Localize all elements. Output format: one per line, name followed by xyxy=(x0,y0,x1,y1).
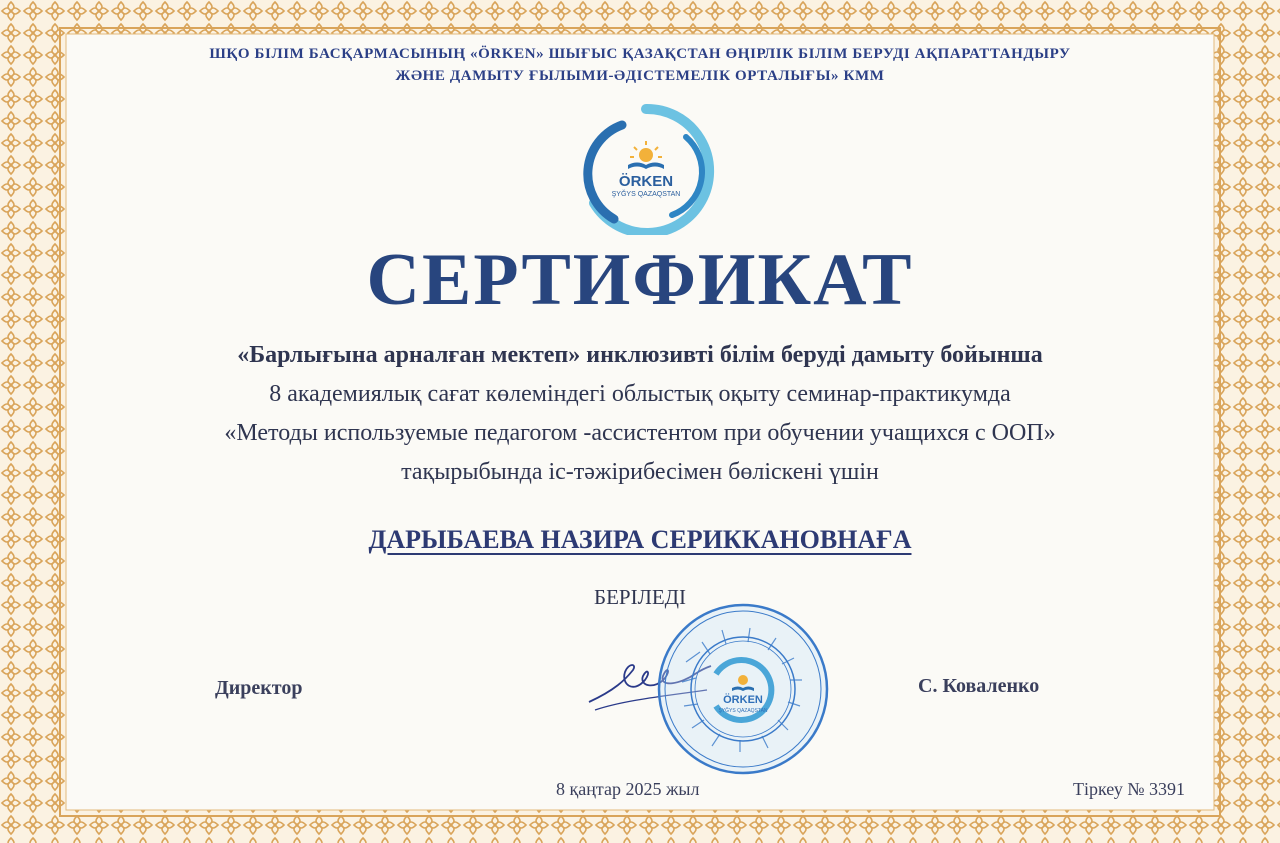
stamp-logo-subtitle: ŞYĞYS QAZAQSTAN xyxy=(718,708,768,714)
body-line-3: «Методы используемые педагогом -ассистентом при обучении учащихся с ООП» xyxy=(224,420,1056,446)
issuer-line-1: ШҚО БІЛІМ БАСҚАРМАСЫНЫҢ «ÖRKEN» ШЫҒЫС ҚАЗАҚСТАН ӨҢІРЛІК БІЛІМ БЕРУДІ АҚПАРАТТАНДЫРУ xyxy=(209,46,1071,62)
stamp-circle xyxy=(656,602,830,776)
director-name: С. Коваленко xyxy=(918,675,1040,697)
logo-name: ÖRKEN xyxy=(618,173,674,190)
issuer-line-2: ЖӘНЕ ДАМЫТУ ҒЫЛЫМИ-ӘДІСТЕМЕЛІК ОРТАЛЫҒЫ» КММ xyxy=(395,68,885,84)
registration-number: Тіркеу № 3391 xyxy=(1073,779,1186,799)
awarded-label: БЕРІЛЕДІ xyxy=(594,585,686,609)
stamp-logo-name: ÖRKEN xyxy=(723,694,763,706)
logo-subtitle: ŞYĞYS QAZAQSTAN xyxy=(611,191,681,198)
body-line-2: 8 академиялық сағат көлеміндегі облыстық оқыту семинар-практикумда xyxy=(269,381,1011,407)
body-line-4: тақырыбында іс-тәжірибесімен бөліскені үшін xyxy=(401,459,879,485)
recipient-name-text: ДАРЫБАЕВА НАЗИРА СЕРИККАНОВНАҒА xyxy=(368,525,912,554)
certificate-title: СЕРТИФИКАТ xyxy=(366,239,914,321)
body-line-1: «Барлығына арналған мектеп» инклюзивті білім беруді дамыту бойынша xyxy=(237,342,1043,368)
issue-date: 8 қаңтар 2025 жыл xyxy=(556,779,700,799)
recipient-name xyxy=(0,525,1280,555)
director-label: Директор xyxy=(215,677,303,699)
orken-logo xyxy=(576,103,716,235)
official-stamp xyxy=(656,602,830,776)
logo-emblem xyxy=(576,103,716,235)
